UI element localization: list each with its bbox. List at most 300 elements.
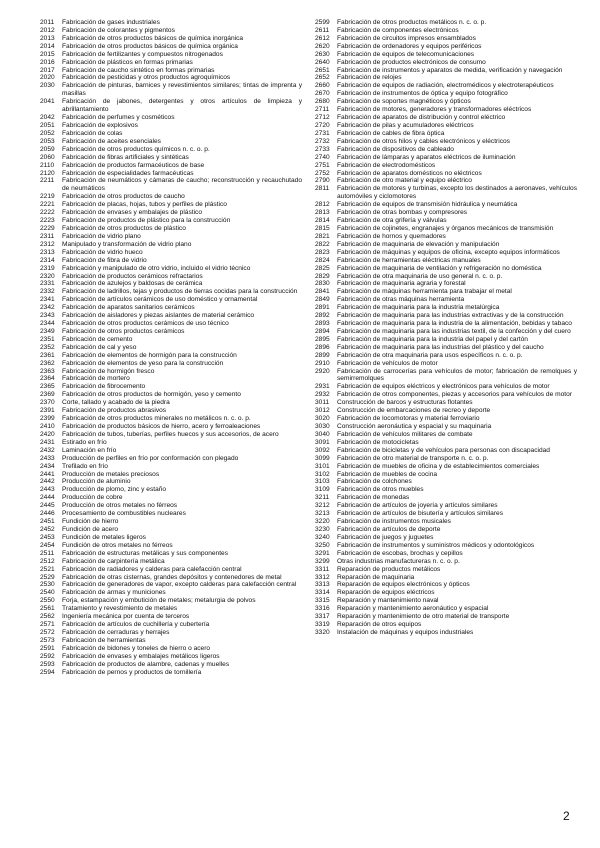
activity-code: 2731 bbox=[315, 129, 330, 137]
activity-code: 2311 bbox=[40, 232, 55, 240]
activity-code: 3317 bbox=[315, 613, 330, 621]
activity-code: 2229 bbox=[40, 224, 55, 232]
activity-code: 2612 bbox=[315, 34, 330, 42]
activity-description: Fabricación de otro material y equipo eléctrico bbox=[337, 177, 472, 185]
list-item bbox=[315, 280, 577, 288]
activity-code: 3311 bbox=[315, 565, 330, 573]
activity-code: 3102 bbox=[315, 470, 330, 478]
activity-code: 2365 bbox=[40, 383, 55, 391]
activity-code: 2825 bbox=[315, 264, 330, 272]
activity-description: Fabricación de hormigón fresco bbox=[62, 367, 155, 375]
activity-code: 3091 bbox=[315, 438, 330, 446]
activity-description: Producción de cobre bbox=[62, 494, 123, 502]
activity-description: Fabricación de locomotoras y material ferroviario bbox=[337, 415, 480, 423]
list-item bbox=[315, 526, 577, 534]
activity-description: Reparación de otros equipos bbox=[337, 621, 422, 629]
activity-description: Fabricación de otra maquinaria para usos específicos n. c. o. p. bbox=[337, 351, 523, 359]
activity-code: 2593 bbox=[40, 660, 55, 668]
activity-code: 2015 bbox=[40, 50, 55, 58]
list-item bbox=[40, 391, 302, 399]
activity-code: 2814 bbox=[315, 217, 330, 225]
left-column bbox=[40, 19, 302, 677]
list-item bbox=[40, 82, 302, 98]
list-item bbox=[315, 114, 577, 122]
activity-description: Fabricación de maquinaria para la industria de la alimentación, bebidas y tabaco bbox=[337, 320, 572, 328]
activity-code: 3092 bbox=[315, 446, 330, 454]
list-item bbox=[315, 589, 577, 597]
activity-code: 2361 bbox=[40, 351, 55, 359]
activity-description: Fabricación de productos abrasivos bbox=[62, 407, 167, 415]
activity-description: Fabricación de máquinas y equipos de oficina, excepto equipos informáticos bbox=[337, 248, 560, 256]
activity-description: Fabricación de caucho sintético en formas primarias bbox=[62, 66, 215, 74]
activity-code: 2893 bbox=[315, 320, 330, 328]
list-item bbox=[40, 209, 302, 217]
activity-code: 2352 bbox=[40, 343, 55, 351]
activity-description: Fabricación de soportes magnéticos y ópticos bbox=[337, 98, 471, 106]
activity-code: 2420 bbox=[40, 430, 55, 438]
activity-code: 2312 bbox=[40, 240, 55, 248]
list-item bbox=[315, 383, 577, 391]
activity-code: 2891 bbox=[315, 304, 330, 312]
list-item bbox=[40, 566, 302, 574]
activity-code: 2017 bbox=[40, 66, 55, 74]
activity-description: Reparación y mantenimiento aeronáutico y espacial bbox=[337, 605, 489, 613]
activity-description: Reparación de equipos electrónicos y ópticos bbox=[337, 581, 470, 589]
list-item bbox=[315, 621, 577, 629]
list-item bbox=[315, 265, 577, 273]
list-item bbox=[40, 613, 302, 621]
list-item bbox=[40, 296, 302, 304]
list-item bbox=[315, 59, 577, 67]
activity-code: 2319 bbox=[40, 264, 55, 272]
activity-description: Producción de metales preciosos bbox=[62, 470, 160, 478]
activity-description: Fabricación de estructuras metálicas y sus componentes bbox=[62, 549, 229, 557]
activity-description: Fabricación de carpintería metálica bbox=[62, 557, 165, 565]
list-item bbox=[40, 661, 302, 669]
list-item bbox=[315, 35, 577, 43]
activity-description: Fabricación de otros productos minerales no metálicos n. c. o. p. bbox=[62, 415, 251, 423]
list-item bbox=[40, 494, 302, 502]
list-item bbox=[315, 478, 577, 486]
list-item bbox=[40, 177, 302, 193]
activity-code: 2892 bbox=[315, 312, 330, 320]
activity-description: Fabricación de muebles de oficina y de establecimientos comerciales bbox=[337, 462, 540, 470]
list-item bbox=[315, 249, 577, 257]
activity-description: Fabricación de cal y yeso bbox=[62, 343, 137, 351]
activity-description: Fabricación de carrocerías para vehículos de motor; fabricación de remolques y semirremolques bbox=[337, 367, 577, 383]
activity-code: 2060 bbox=[40, 153, 55, 161]
activity-code: 3316 bbox=[315, 605, 330, 613]
list-item bbox=[40, 344, 302, 352]
activity-description: Fabricación de colchones bbox=[337, 478, 412, 486]
activity-description: Fabricación de otras máquinas herramienta bbox=[337, 296, 465, 304]
list-item bbox=[40, 59, 302, 67]
list-item bbox=[315, 43, 577, 51]
activity-code: 2640 bbox=[315, 58, 330, 66]
activity-description: Fabricación de cables de fibra óptica bbox=[337, 129, 445, 137]
list-item bbox=[40, 645, 302, 653]
activity-code: 3212 bbox=[315, 502, 330, 510]
activity-code: 2349 bbox=[40, 327, 55, 335]
activity-description: Fabricación de otros productos químicos n. c. o. p. bbox=[62, 145, 210, 153]
activity-description: Fabricación de vehículos de motor bbox=[337, 359, 438, 367]
list-item bbox=[40, 415, 302, 423]
list-item bbox=[40, 589, 302, 597]
activity-description: Fabricación de instrumentos y aparatos de medida, verificación y navegación bbox=[337, 66, 563, 74]
activity-code: 2594 bbox=[40, 668, 55, 676]
activity-code: 2822 bbox=[315, 240, 330, 248]
list-item bbox=[40, 35, 302, 43]
activity-description: Construcción de embarcaciones de recreo y deporte bbox=[337, 407, 491, 415]
list-item bbox=[315, 217, 577, 225]
list-item bbox=[315, 241, 577, 249]
list-item bbox=[40, 368, 302, 376]
activity-code: 2680 bbox=[315, 98, 330, 106]
list-item bbox=[40, 51, 302, 59]
activity-code: 3101 bbox=[315, 462, 330, 470]
activity-description: Fabricación de jabones, detergentes y otros artículos de limpieza y abrillantamiento bbox=[62, 98, 302, 114]
list-item bbox=[40, 669, 302, 677]
activity-description: Fabricación de perfumes y cosméticos bbox=[62, 114, 175, 122]
activity-code: 3103 bbox=[315, 478, 330, 486]
activity-description: Producción de plomo, zinc y estaño bbox=[62, 486, 167, 494]
list-item bbox=[40, 375, 302, 383]
list-item bbox=[40, 312, 302, 320]
activity-description: Fabricación de elementos de yeso para la construcción bbox=[62, 359, 224, 367]
activity-code: 2364 bbox=[40, 375, 55, 383]
activity-description: Fabricación de productos cerámicos refractarios bbox=[62, 272, 203, 280]
activity-code: 2592 bbox=[40, 652, 55, 660]
list-item bbox=[315, 201, 577, 209]
activity-description: Fundición de acero bbox=[62, 526, 119, 533]
activity-description: Fabricación de tubos, tuberías, perfiles huecos y sus accesorios, de acero bbox=[62, 430, 279, 438]
activity-description: Fabricación de maquinaria para las industrias del plástico y del caucho bbox=[337, 343, 544, 351]
activity-code: 2829 bbox=[315, 272, 330, 280]
activity-code: 2561 bbox=[40, 605, 55, 613]
list-item bbox=[315, 486, 577, 494]
activity-code: 2391 bbox=[40, 407, 55, 415]
list-item bbox=[315, 447, 577, 455]
list-item bbox=[40, 621, 302, 629]
activity-description: Fabricación de armas y municiones bbox=[62, 589, 166, 597]
activity-description: Fabricación de motocicletas bbox=[337, 438, 419, 446]
activity-description: Fabricación de gases industriales bbox=[62, 19, 160, 26]
activity-description: Reparación y mantenimiento naval bbox=[337, 597, 439, 605]
list-item bbox=[40, 162, 302, 170]
activity-code: 2630 bbox=[315, 50, 330, 58]
activity-code: 2823 bbox=[315, 248, 330, 256]
list-item bbox=[315, 288, 577, 296]
activity-description: Fabricación de herramientas bbox=[62, 636, 146, 644]
activity-description: Fabricación de artículos de joyería y artículos similares bbox=[337, 502, 498, 510]
list-item bbox=[315, 67, 577, 75]
list-item bbox=[315, 146, 577, 154]
activity-code: 2052 bbox=[40, 129, 55, 137]
list-item bbox=[315, 162, 577, 170]
activity-code: 2446 bbox=[40, 510, 55, 518]
list-item bbox=[40, 98, 302, 114]
list-item bbox=[40, 74, 302, 82]
activity-code: 2042 bbox=[40, 114, 55, 122]
list-item bbox=[40, 597, 302, 605]
activity-description: Fabricación de cerraduras y herrajes bbox=[62, 628, 170, 636]
list-item bbox=[315, 225, 577, 233]
activity-description: Fabricación de mortero bbox=[62, 375, 130, 383]
activity-description: Fabricación de placas, hojas, tubos y perfiles de plástico bbox=[62, 201, 227, 209]
activity-code: 2932 bbox=[315, 391, 330, 399]
activity-description: Fabricación de instrumentos de óptica y equipo fotográfico bbox=[337, 90, 508, 98]
activity-code: 2591 bbox=[40, 644, 55, 652]
activity-code: 2521 bbox=[40, 565, 55, 573]
activity-description: Fabricación de productos básicos de hierro, acero y ferroaleaciones bbox=[62, 423, 261, 431]
activity-description: Laminación en frío bbox=[62, 446, 117, 454]
list-item bbox=[40, 201, 302, 209]
list-item bbox=[315, 138, 577, 146]
activity-code: 2599 bbox=[315, 19, 330, 26]
activity-description: Fabricación de otros componentes, piezas y accesorios para vehículos de motor bbox=[337, 391, 572, 399]
activity-code: 3250 bbox=[315, 541, 330, 549]
activity-code: 3040 bbox=[315, 430, 330, 438]
list-item bbox=[40, 288, 302, 296]
activity-description: Reparación de equipos eléctricos bbox=[337, 589, 435, 597]
activity-code: 2821 bbox=[315, 232, 330, 240]
list-item bbox=[315, 312, 577, 320]
activity-description: Fabricación de productos de alambre, cadenas y muelles bbox=[62, 660, 230, 668]
list-item bbox=[315, 233, 577, 241]
activity-description: Fabricación de artículos de bisutería y artículos similares bbox=[337, 510, 504, 518]
activity-description: Fabricación de especialidades farmacéuticas bbox=[62, 169, 194, 177]
activity-code: 2811 bbox=[315, 185, 330, 193]
activity-code: 2314 bbox=[40, 256, 55, 264]
activity-description: Fabricación de otros productos de plástico bbox=[62, 224, 186, 232]
list-item bbox=[315, 360, 577, 368]
page-number: 2 bbox=[563, 809, 570, 823]
list-item bbox=[315, 407, 577, 415]
activity-code: 2894 bbox=[315, 327, 330, 335]
list-item bbox=[315, 368, 577, 384]
list-item bbox=[40, 273, 302, 281]
activity-code: 2895 bbox=[315, 335, 330, 343]
activity-description: Fabricación de otros productos básicos de química inorgánica bbox=[62, 34, 244, 42]
activity-description: Fabricación y manipulado de otro vidrio, incluido el vidrio técnico bbox=[62, 264, 251, 272]
activity-code: 2041 bbox=[40, 98, 55, 106]
activity-description: Fabricación de otros muebles bbox=[337, 486, 424, 494]
activity-description: Fabricación de otros productos cerámicos de uso técnico bbox=[62, 320, 229, 328]
list-item bbox=[315, 542, 577, 550]
activity-code: 2732 bbox=[315, 137, 330, 145]
activity-description: Fabricación de radiadores y calderas para calefacción central bbox=[62, 565, 242, 573]
activity-description: Fundición de metales ligeros bbox=[62, 533, 146, 541]
activity-code: 2219 bbox=[40, 193, 55, 201]
activity-code: 3319 bbox=[315, 621, 330, 629]
activity-code: 2529 bbox=[40, 573, 55, 581]
activity-code: 2452 bbox=[40, 526, 55, 533]
list-item bbox=[40, 352, 302, 360]
activity-code: 3012 bbox=[315, 407, 330, 415]
list-item bbox=[315, 328, 577, 336]
list-item bbox=[40, 19, 302, 27]
activity-description: Reparación de productos metálicos bbox=[337, 565, 441, 573]
activity-description: Fabricación de ladrillos, tejas y productos de tierras cocidas para la construcción bbox=[62, 288, 298, 296]
list-item bbox=[40, 328, 302, 336]
list-item bbox=[315, 296, 577, 304]
activity-description: Fabricación de motores, generadores y transformadores eléctricos bbox=[337, 106, 532, 114]
activity-code: 2540 bbox=[40, 589, 55, 597]
activity-code: 3099 bbox=[315, 454, 330, 462]
list-item bbox=[315, 550, 577, 558]
activity-code: 2571 bbox=[40, 621, 55, 629]
list-item bbox=[315, 336, 577, 344]
activity-code: 2572 bbox=[40, 628, 55, 636]
list-item bbox=[315, 273, 577, 281]
activity-description: Fabricación de otros productos cerámicos bbox=[62, 327, 185, 335]
list-item bbox=[40, 518, 302, 526]
list-item bbox=[40, 43, 302, 51]
activity-description: Fabricación de azulejos y baldosas de cerámica bbox=[62, 280, 203, 288]
activity-description: Fabricación de maquinaria de ventilación y refrigeración no doméstica bbox=[337, 264, 542, 272]
activity-description: Fabricación de artículos de deporte bbox=[337, 526, 441, 533]
list-item bbox=[40, 463, 302, 471]
list-item bbox=[315, 597, 577, 605]
activity-code: 3240 bbox=[315, 533, 330, 541]
activity-code: 2920 bbox=[315, 367, 330, 375]
activity-code: 2830 bbox=[315, 280, 330, 288]
list-item bbox=[40, 526, 302, 534]
list-item bbox=[315, 415, 577, 423]
activity-code: 2331 bbox=[40, 280, 55, 288]
activity-description: Fabricación de aceites esenciales bbox=[62, 137, 161, 145]
activity-description: Fabricación de dispositivos de cableado bbox=[337, 145, 454, 153]
list-item bbox=[40, 304, 302, 312]
list-item bbox=[40, 637, 302, 645]
activity-code: 2332 bbox=[40, 288, 55, 296]
activity-code: 3312 bbox=[315, 573, 330, 581]
activity-description: Fabricación de otras cisternas, grandes depósitos y contenedores de metal bbox=[62, 573, 282, 581]
list-item bbox=[315, 27, 577, 35]
activity-description: Fabricación de aisladores y piezas aislantes de material cerámico bbox=[62, 312, 255, 320]
list-item bbox=[315, 471, 577, 479]
activity-code: 2051 bbox=[40, 121, 55, 129]
activity-description: Fabricación de neumáticos y cámaras de caucho; reconstrucción y recauchutado de neumáticos bbox=[62, 177, 302, 193]
activity-code: 2442 bbox=[40, 478, 55, 486]
activity-code: 2432 bbox=[40, 446, 55, 454]
activity-description: Fabricación de vehículos militares de combate bbox=[337, 430, 473, 438]
list-item bbox=[315, 423, 577, 431]
activity-description: Producción de perfiles en frío por conformación con plegado bbox=[62, 454, 239, 462]
activity-description: Trefilado en frío bbox=[62, 462, 108, 470]
activity-code: 3011 bbox=[315, 399, 330, 407]
activity-code: 2342 bbox=[40, 304, 55, 312]
list-item bbox=[40, 138, 302, 146]
activity-code: 2370 bbox=[40, 399, 55, 407]
list-item bbox=[315, 209, 577, 217]
activity-description: Fabricación de maquinaria para las industrias extractivas y de la construcción bbox=[337, 312, 564, 320]
activity-description: Fabricación de otros productos básicos de química orgánica bbox=[62, 42, 238, 50]
activity-code: 2434 bbox=[40, 462, 55, 470]
activity-description: Forja, estampación y embutición de metales; metalurgia de polvos bbox=[62, 597, 256, 605]
activity-description: Fabricación de componentes electrónicos bbox=[337, 26, 459, 34]
activity-code: 2512 bbox=[40, 557, 55, 565]
activity-description: Fabricación de juegos y juguetes bbox=[337, 533, 434, 541]
activity-code: 2341 bbox=[40, 296, 55, 304]
activity-code: 3313 bbox=[315, 581, 330, 589]
list-item bbox=[40, 320, 302, 328]
activity-description: Fabricación de hornos y quemadores bbox=[337, 232, 446, 240]
list-item bbox=[40, 447, 302, 455]
activity-code: 2399 bbox=[40, 415, 55, 423]
activity-code: 2511 bbox=[40, 549, 55, 557]
activity-description: Producción de aluminio bbox=[62, 478, 131, 486]
list-item bbox=[40, 225, 302, 233]
list-item bbox=[40, 383, 302, 391]
list-item bbox=[315, 177, 577, 185]
activity-description: Fabricación de vidrio hueco bbox=[62, 248, 143, 256]
activity-code: 2562 bbox=[40, 613, 55, 621]
activity-code: 2530 bbox=[40, 581, 55, 589]
list-item bbox=[40, 67, 302, 75]
list-item bbox=[315, 629, 577, 637]
activity-code: 3109 bbox=[315, 486, 330, 494]
activity-code: 2453 bbox=[40, 533, 55, 541]
activity-code: 2812 bbox=[315, 201, 330, 209]
list-item bbox=[315, 98, 577, 106]
activity-description: Corte, tallado y acabado de la piedra bbox=[62, 399, 170, 407]
activity-description: Fabricación de pesticidas y otros productos agroquímicos bbox=[62, 74, 231, 82]
activity-code: 2711 bbox=[315, 106, 330, 114]
list-item bbox=[315, 170, 577, 178]
activity-description: Fabricación de aparatos sanitarios cerámicos bbox=[62, 304, 195, 312]
list-item bbox=[315, 51, 577, 59]
activity-description: Reparación de maquinaria bbox=[337, 573, 415, 581]
activity-description: Fabricación de productos electrónicos de consumo bbox=[337, 58, 486, 66]
list-item bbox=[40, 170, 302, 178]
activity-description: Fabricación de otro material de transporte n. c. o. p. bbox=[337, 454, 489, 462]
activity-code: 2454 bbox=[40, 541, 55, 549]
activity-code: 2211 bbox=[40, 177, 55, 185]
activity-code: 2611 bbox=[315, 26, 330, 34]
list-item bbox=[315, 518, 577, 526]
activity-description: Fabricación de otros productos metálicos n. c. o. p. bbox=[337, 19, 487, 26]
activity-description: Fabricación de maquinaria para las industrias textil, de la confección y del cuero bbox=[337, 327, 571, 335]
activity-description: Fabricación de motores y turbinas, excepto los destinados a aeronaves, vehículos automóviles y ciclomotores bbox=[337, 185, 577, 201]
list-item bbox=[315, 106, 577, 114]
activity-description: Fundición de hierro bbox=[62, 518, 119, 526]
activity-code: 3299 bbox=[315, 557, 330, 565]
list-item bbox=[40, 122, 302, 130]
list-item bbox=[40, 360, 302, 368]
activity-code: 2362 bbox=[40, 359, 55, 367]
list-item bbox=[315, 605, 577, 613]
activity-code: 3030 bbox=[315, 423, 330, 431]
activity-description: Otras industrias manufactureras n. c. o. p. bbox=[337, 557, 460, 565]
list-item bbox=[40, 114, 302, 122]
list-item bbox=[315, 455, 577, 463]
activity-description: Fabricación de equipos eléctricos y electrónicos para vehículos de motor bbox=[337, 383, 550, 391]
list-item bbox=[40, 455, 302, 463]
list-item bbox=[40, 510, 302, 518]
list-item bbox=[40, 558, 302, 566]
activity-code: 2313 bbox=[40, 248, 55, 256]
list-item bbox=[315, 304, 577, 312]
activity-description: Fabricación de aparatos domésticos no eléctricos bbox=[337, 169, 482, 177]
activity-code: 2573 bbox=[40, 636, 55, 644]
activity-code: 2790 bbox=[315, 177, 330, 185]
activity-description: Fabricación de instrumentos y suministros médicos y odontológicos bbox=[337, 541, 535, 549]
list-item bbox=[315, 574, 577, 582]
activity-description: Fabricación de equipos de transmisión hidráulica y neumática bbox=[337, 201, 518, 209]
list-item bbox=[40, 439, 302, 447]
activity-code: 2410 bbox=[40, 423, 55, 431]
